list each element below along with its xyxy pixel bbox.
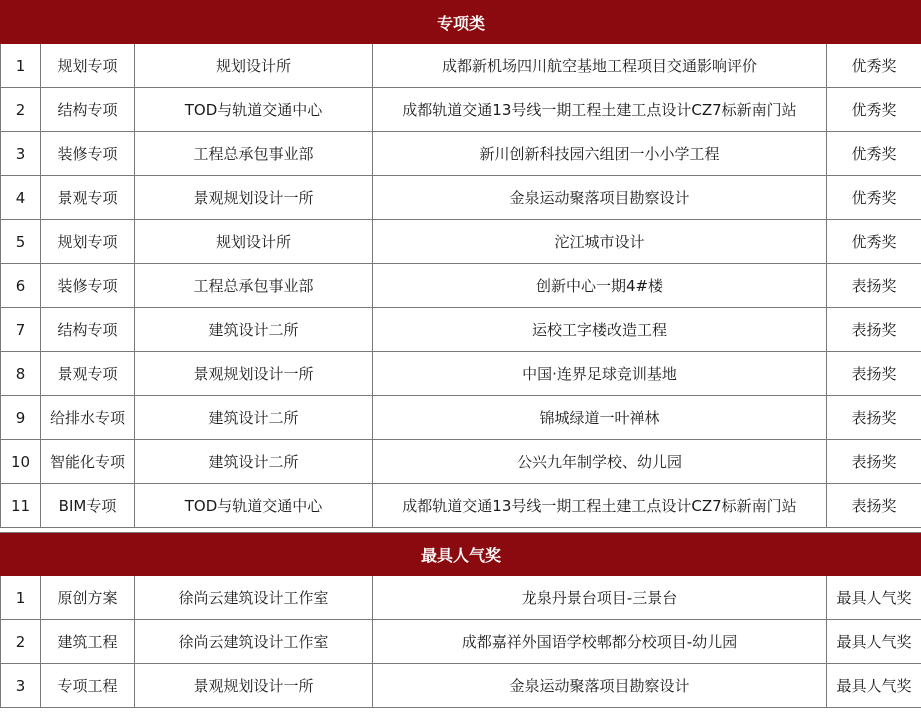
category-cell: 规划专项 xyxy=(41,220,135,264)
department-cell: 规划设计所 xyxy=(135,220,373,264)
row-number-cell: 3 xyxy=(1,132,41,176)
row-number-cell: 4 xyxy=(1,176,41,220)
category-cell: 专项工程 xyxy=(41,664,135,708)
table-row xyxy=(1,440,921,484)
row-number-cell: 3 xyxy=(1,664,41,708)
department-cell: 徐尚云建筑设计工作室 xyxy=(135,620,373,664)
row-number-cell: 8 xyxy=(1,352,41,396)
award-cell: 优秀奖 xyxy=(827,88,921,132)
department-cell: 工程总承包事业部 xyxy=(135,132,373,176)
category-cell: 智能化专项 xyxy=(41,440,135,484)
section-header-row xyxy=(1,533,921,576)
table-row xyxy=(1,176,921,220)
row-number-cell: 2 xyxy=(1,88,41,132)
award-cell: 最具人气奖 xyxy=(827,576,921,620)
award-cell: 表扬奖 xyxy=(827,484,921,528)
award-cell: 表扬奖 xyxy=(827,440,921,484)
department-cell: 景观规划设计一所 xyxy=(135,664,373,708)
table-row xyxy=(1,264,921,308)
department-cell: 景观规划设计一所 xyxy=(135,176,373,220)
project-name-cell: 成都轨道交通13号线一期工程土建工点设计CZ7标新南门站 xyxy=(373,484,827,528)
project-name-cell: 中国·连界足球竞训基地 xyxy=(373,352,827,396)
department-cell: 景观规划设计一所 xyxy=(135,352,373,396)
category-cell: 景观专项 xyxy=(41,352,135,396)
project-name-cell: 沱江城市设计 xyxy=(373,220,827,264)
table-row xyxy=(1,620,921,664)
project-name-cell: 新川创新科技园六组团一小小学工程 xyxy=(373,132,827,176)
project-name-cell: 成都轨道交通13号线一期工程土建工点设计CZ7标新南门站 xyxy=(373,88,827,132)
row-number-cell: 1 xyxy=(1,576,41,620)
project-name-cell: 创新中心一期4#楼 xyxy=(373,264,827,308)
category-cell: 景观专项 xyxy=(41,176,135,220)
department-cell: 建筑设计二所 xyxy=(135,308,373,352)
table-row xyxy=(1,352,921,396)
row-number-cell: 5 xyxy=(1,220,41,264)
category-cell: 装修专项 xyxy=(41,264,135,308)
row-number-cell: 1 xyxy=(1,44,41,88)
award-cell: 表扬奖 xyxy=(827,264,921,308)
row-number-cell: 6 xyxy=(1,264,41,308)
department-cell: 徐尚云建筑设计工作室 xyxy=(135,576,373,620)
section-title: 专项类 xyxy=(1,1,921,44)
department-cell: 规划设计所 xyxy=(135,44,373,88)
table-row xyxy=(1,484,921,528)
table-row xyxy=(1,576,921,620)
award-cell: 优秀奖 xyxy=(827,220,921,264)
row-number-cell: 10 xyxy=(1,440,41,484)
award-cell: 表扬奖 xyxy=(827,308,921,352)
category-cell: 给排水专项 xyxy=(41,396,135,440)
award-cell: 最具人气奖 xyxy=(827,620,921,664)
category-cell: BIM专项 xyxy=(41,484,135,528)
award-cell: 最具人气奖 xyxy=(827,664,921,708)
row-number-cell: 7 xyxy=(1,308,41,352)
department-cell: 建筑设计二所 xyxy=(135,396,373,440)
table-row xyxy=(1,132,921,176)
section-header-row xyxy=(1,1,921,44)
row-number-cell: 11 xyxy=(1,484,41,528)
award-cell: 表扬奖 xyxy=(827,396,921,440)
table-row xyxy=(1,220,921,264)
category-cell: 结构专项 xyxy=(41,308,135,352)
award-cell: 表扬奖 xyxy=(827,352,921,396)
department-cell: 建筑设计二所 xyxy=(135,440,373,484)
row-number-cell: 9 xyxy=(1,396,41,440)
project-name-cell: 锦城绿道一叶禅林 xyxy=(373,396,827,440)
category-cell: 结构专项 xyxy=(41,88,135,132)
category-cell: 建筑工程 xyxy=(41,620,135,664)
project-name-cell: 公兴九年制学校、幼儿园 xyxy=(373,440,827,484)
table-row xyxy=(1,44,921,88)
project-name-cell: 金泉运动聚落项目勘察设计 xyxy=(373,176,827,220)
table-row xyxy=(1,664,921,708)
department-cell: TOD与轨道交通中心 xyxy=(135,484,373,528)
category-cell: 规划专项 xyxy=(41,44,135,88)
row-number-cell: 2 xyxy=(1,620,41,664)
project-name-cell: 成都嘉祥外国语学校郫都分校项目-幼儿园 xyxy=(373,620,827,664)
project-name-cell: 龙泉丹景台项目-三景台 xyxy=(373,576,827,620)
category-cell: 原创方案 xyxy=(41,576,135,620)
table-row xyxy=(1,396,921,440)
award-cell: 优秀奖 xyxy=(827,176,921,220)
department-cell: 工程总承包事业部 xyxy=(135,264,373,308)
category-cell: 装修专项 xyxy=(41,132,135,176)
project-name-cell: 运校工字楼改造工程 xyxy=(373,308,827,352)
table-row xyxy=(1,308,921,352)
project-name-cell: 成都新机场四川航空基地工程项目交通影响评价 xyxy=(373,44,827,88)
award-cell: 优秀奖 xyxy=(827,132,921,176)
department-cell: TOD与轨道交通中心 xyxy=(135,88,373,132)
project-name-cell: 金泉运动聚落项目勘察设计 xyxy=(373,664,827,708)
award-cell: 优秀奖 xyxy=(827,44,921,88)
table-row xyxy=(1,88,921,132)
section-title: 最具人气奖 xyxy=(1,533,921,576)
